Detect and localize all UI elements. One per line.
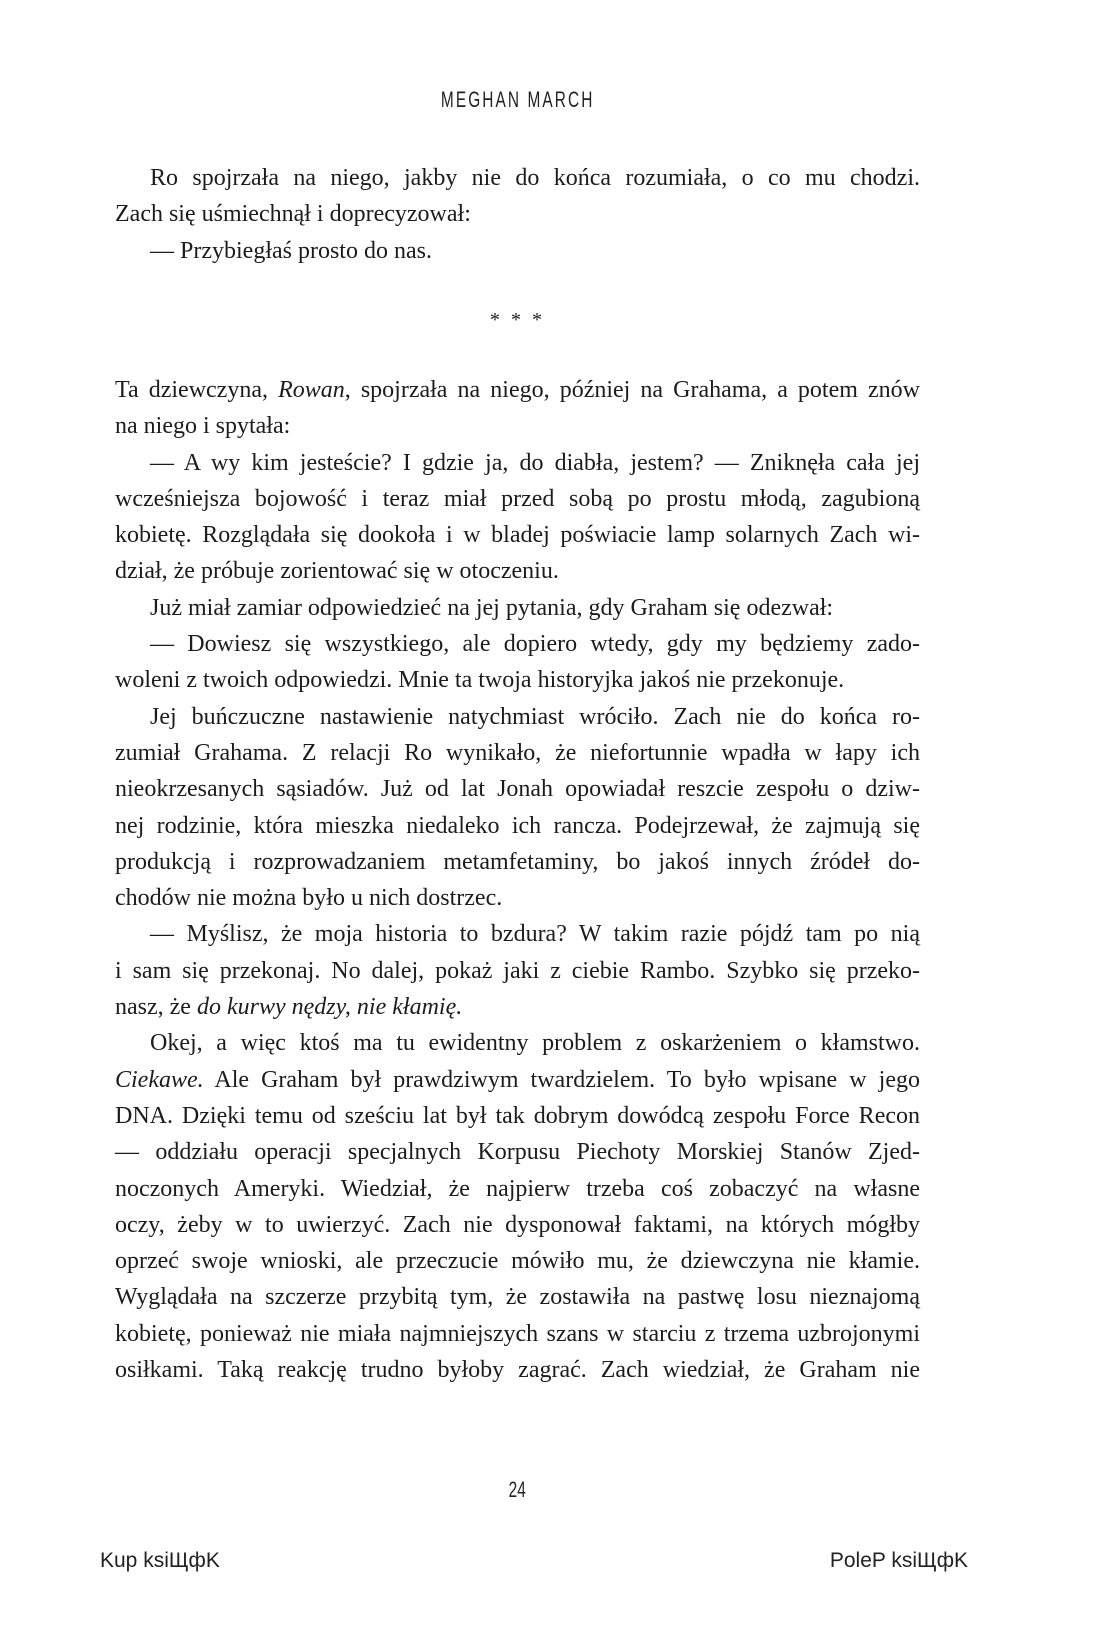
text-line: i sam się przekonaj. No dalej, pokaż jaki z ciebie Rambo. Szybko się przeko-: [115, 957, 920, 984]
text-line: na niego i spytała:: [115, 413, 291, 440]
text-line: oprzeć swoje wnioski, ale przeczucie mówiło mu, że dziewczyna nie kłamie.: [115, 1248, 920, 1275]
text-line: — A wy kim jesteście? I gdzie ja, do diabła, jestem? — Zniknęła cała jej: [150, 449, 920, 476]
text-line: [115, 372, 920, 408]
text-block-section-2: [115, 372, 920, 1388]
text-line: [115, 1062, 920, 1098]
text-line: — Przybiegłaś prosto do nas.: [150, 237, 432, 264]
text-line: [115, 989, 920, 1025]
running-head: [115, 86, 920, 114]
text-line: dział, że próbuje zorientować się w otoczeniu.: [115, 558, 559, 585]
text-line: wcześniejsza bojowość i teraz miał przed sobą po prostu młodą, zagubioną: [115, 485, 920, 512]
recommend-book-link[interactable]: PoleP ksiЩфK: [829, 1549, 968, 1572]
text-line: noczonych Ameryki. Wiedział, że najpierw trzeba coś zobaczyć na własne: [115, 1175, 920, 1202]
page-number-text: 24: [508, 1477, 527, 1502]
text-segment: Ale Graham był prawdziwym twardzielem. To było wpisane w jego: [203, 1066, 920, 1093]
text-line: DNA. Dzięki temu od sześciu lat był tak dobrym dowódcą zespołu Force Recon: [115, 1102, 920, 1129]
text-segment: , spojrzała na niego, później na Grahama, a potem znów: [344, 377, 920, 403]
section-break-asterisks: * * *: [490, 309, 545, 331]
text-line: osiłkami. Taką reakcję trudno byłoby zagrać. Zach wiedział, że Graham nie: [115, 1357, 920, 1384]
text-line: — Dowiesz się wszystkiego, ale dopiero wtedy, gdy my będziemy zado-: [150, 631, 920, 658]
text-line: Wyglądała na szczerze przybitą tym, że zostawiła na pastwę losu nieznajomą: [115, 1284, 920, 1311]
text-line: Już miał zamiar odpowiedzieć na jej pytania, gdy Graham się odezwał:: [150, 594, 834, 621]
text-line: Ro spojrzała na niego, jakby nie do końca rozumiała, o co mu chodzi.: [150, 165, 920, 191]
italic-text: Ciekawe.: [115, 1066, 204, 1093]
text-block-section-1: [115, 160, 920, 269]
italic-text: Rowan: [278, 377, 345, 403]
author-name: MEGHAN MARCH: [440, 87, 595, 112]
text-line: kobietę, ponieważ nie miała najmniejszych szans w starciu z trzema uzbrojonymi: [115, 1320, 920, 1347]
text-line: Okej, a więc ktoś ma tu ewidentny problem z oskarżeniem o kłamstwo.: [150, 1030, 920, 1057]
text-line: nej rodzinie, która mieszka niedaleko ich rancza. Podejrzewał, że zajmują się: [115, 812, 920, 839]
text-line: zumiał Grahama. Z relacji Ro wynikało, że niefortunnie wpadła w łapy ich: [115, 739, 920, 766]
text-line: kobietę. Rozglądała się dookoła i w bladej poświacie lamp solarnych Zach wi-: [115, 522, 920, 549]
text-line: woleni z twoich odpowiedzi. Mnie ta twoja historyjka jakoś nie przekonuje.: [115, 667, 845, 694]
text-segment: nasz, że: [115, 994, 197, 1021]
text-segment: Ta dziewczyna,: [115, 377, 279, 403]
text-line: nieokrzesanych sąsiadów. Już od lat Jonah opowiadał reszcie zespołu o dziw-: [115, 776, 920, 803]
text-line: oczy, żeby w to uwierzyć. Zach nie dysponował faktami, na których mógłby: [115, 1211, 920, 1238]
italic-text: do kurwy nędzy, nie kłamię.: [196, 994, 463, 1021]
text-line: Zach się uśmiechnął i doprecyzował:: [115, 201, 471, 228]
page-number: [115, 1476, 920, 1504]
text-line: chodów nie można było u nich dostrzec.: [115, 885, 503, 912]
buy-book-link[interactable]: Kup ksiЩфK: [100, 1549, 220, 1572]
text-line: Jej buńczuczne nastawienie natychmiast wróciło. Zach nie do końca ro-: [150, 703, 920, 730]
text-line: produkcją i rozprowadzaniem metamfetaminy, bo jakoś innych źródeł do-: [115, 848, 920, 875]
text-line: — Myślisz, że moja historia to bzdura? W takim razie pójdź tam po nią: [150, 921, 920, 948]
text-line: — oddziału operacji specjalnych Korpusu Piechoty Morskiej Stanów Zjed-: [115, 1139, 920, 1166]
